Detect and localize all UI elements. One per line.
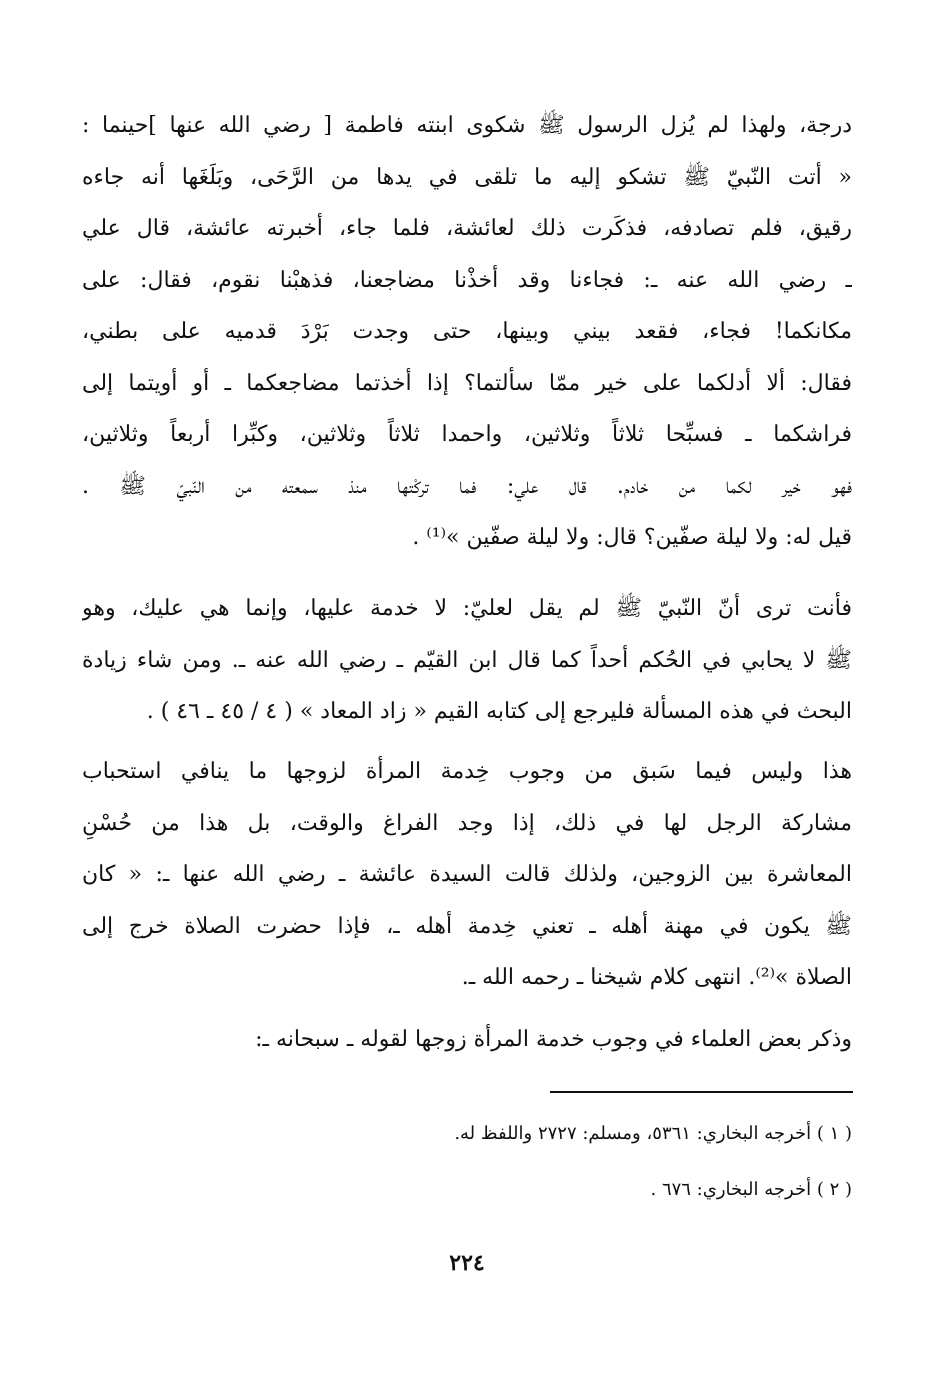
text-line: فهو خير لكما من خادم. قال علي: فما تركْتها منذ سمعته من النّبيّ ﷺ . <box>82 473 852 499</box>
footnote-divider <box>550 1091 853 1093</box>
paragraph-scholars <box>82 1014 852 1066</box>
paragraph-hadith-fatima <box>82 100 852 564</box>
text-line: ﷺ يكون في مهنة أهله ـ تعني خِدمة أهله ـ، فإذا حضرت الصلاة خرج إلى <box>82 913 852 939</box>
text-line: رقيق، فلم تصادفه، فذكَرت ذلك لعائشة، فلما جاء، أخبرته عائشة، قال علي <box>82 216 852 241</box>
text-line: « أتت النّبيّ ﷺ تشكو إليه ما تلقى في يدها من الرَّحَى، وبَلَغَها أنه جاءه <box>82 164 852 190</box>
footnote-1: ( ١ ) أخرجه البخاري: ٥٣٦١، ومسلم: ٢٧٢٧ واللفظ له. <box>454 1123 852 1144</box>
page-number: ٢٢٤ <box>449 1250 485 1276</box>
footnote-2: ( ٢ ) أخرجه البخاري: ٦٧٦ . <box>650 1179 852 1200</box>
paragraph-ibn-qayyim <box>82 583 852 738</box>
text-line: فراشكما ـ فسبِّحا ثلاثاً وثلاثين، واحمدا ثلاثاً وثلاثين، وكبِّرا أربعاً وثلاثين، <box>82 422 852 447</box>
text-line: ـ رضي الله عنه ـ: فجاءنا وقد أخذْنا مضاجعنا، فذهبْنا نقوم، فقال: على <box>82 267 852 293</box>
paragraph-husband-help <box>82 746 852 1004</box>
text-line: الصلاة »⁽²⁾. انتهى كلام شيخنا ـ رحمه الله ـ. <box>461 965 852 990</box>
text-line: المعاشرة بين الزوجين، ولذلك قالت السيدة عائشة ـ رضي الله عنها ـ: « كان <box>82 862 852 887</box>
text-line: هذا وليس فيما سَبق من وجوب خِدمة المرأة لزوجها ما ينافي استحباب <box>82 759 852 784</box>
text-line: ﷺ لا يحابي في الحُكم أحداً كما قال ابن القيّم ـ رضي الله عنه ـ. ومن شاء زيادة <box>82 647 852 673</box>
text-line: وذكر بعض العلماء في وجوب خدمة المرأة زوجها لقوله ـ سبحانه ـ: <box>255 1027 852 1052</box>
text-line: البحث في هذه المسألة فليرجع إلى كتابه القيم « زاد المعاد » ( ٤ / ٤٥ ـ ٤٦ ) . <box>146 699 852 724</box>
text-line: قيل له: ولا ليلة صفّين؟ قال: ولا ليلة صفّين »⁽¹⁾ . <box>412 525 852 550</box>
text-line: فقال: ألا أدلكما على خير ممّا سألتما؟ إذا أخذتما مضاجعكما ـ أو أويتما إلى <box>82 370 852 396</box>
text-line: مكانكما! فجاء، فقعد بيني وبينها، حتى وجدت بَرْدَ قدميه على بطني، <box>82 319 852 344</box>
text-line: فأنت ترى أنّ النّبيّ ﷺ لم يقل لعليّ: لا خدمة عليها، وإنما هي عليك، وهو <box>82 596 852 621</box>
text-line: مشاركة الرجل لها في ذلك، إذا وجد الفراغ والوقت، بل هذا من حُسْنِ <box>82 810 852 836</box>
text-line: درجة، ولهذا لم يُزل الرسول ﷺ شكوى ابنته فاطمة [ رضي الله عنها ]حينما : <box>82 113 852 138</box>
